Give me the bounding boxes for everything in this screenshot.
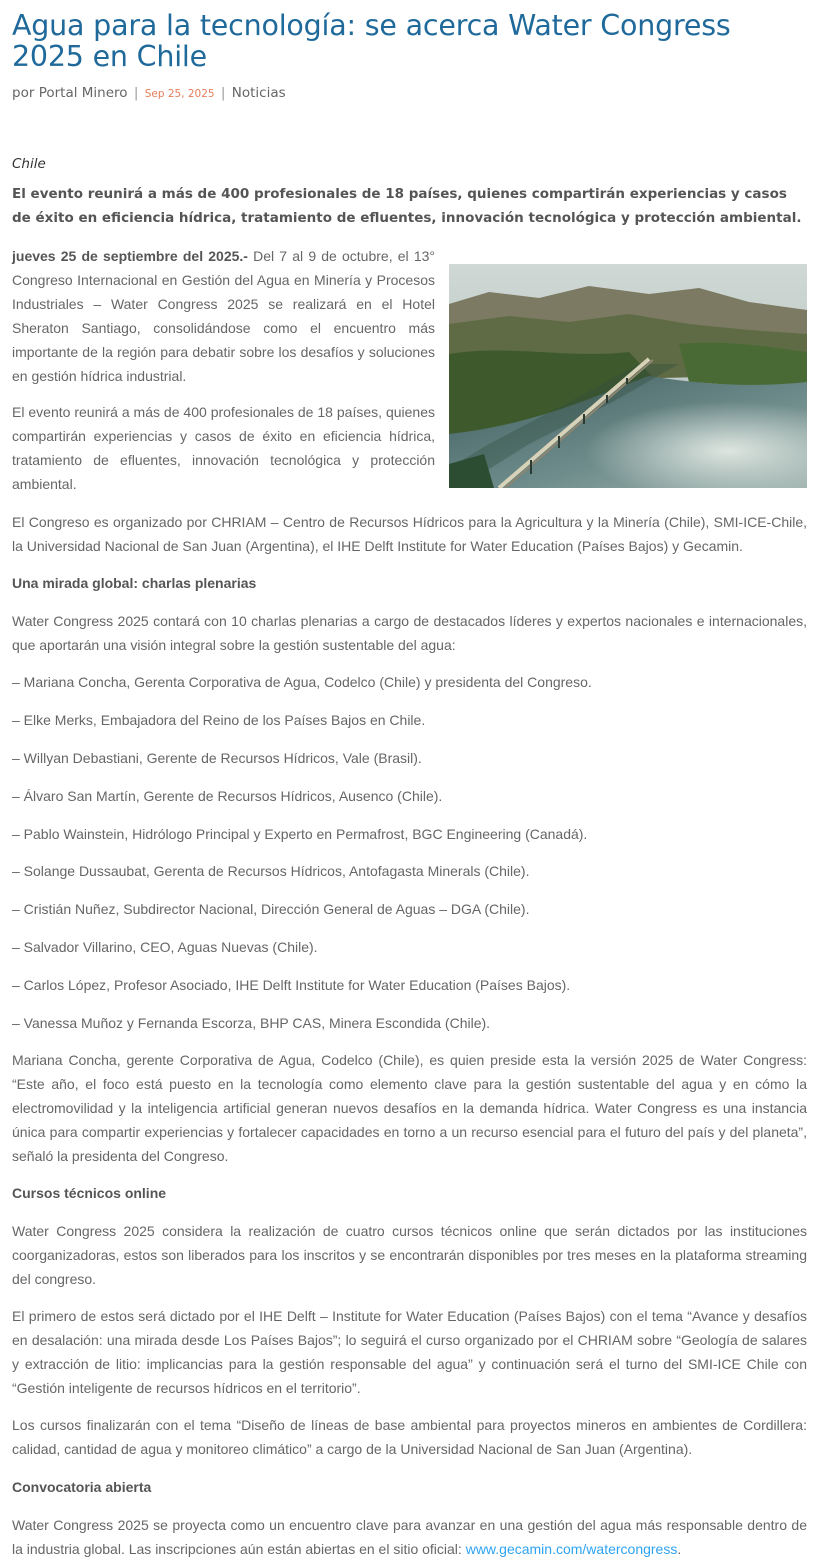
period: . xyxy=(677,1541,682,1557)
paragraph-5: Mariana Concha, gerente Corporativa de Agua, Codelco (Chile), es quien preside esta la versión 2025 de Water Congress: “Este año, el foco está puesto en la tecnología como elemento clave para la gestión sustentable del agua y en cómo la electromovilidad y la inteligencia artificial generan nuevos desafíos en la demanda hídrica. Water Congress es una instancia única para compartir experiencias y fortalecer capacidades en torno a un recurso esencial para el futuro del país y del planeta”, señaló la presidenta del Congreso. xyxy=(12,1052,807,1164)
intro-paragraph xyxy=(12,244,435,388)
speaker-item: – Salvador Villarino, CEO, Aguas Nuevas (Chile). xyxy=(12,939,318,955)
speaker-item: – Elke Merks, Embajadora del Reino de los Países Bajos en Chile. xyxy=(12,712,426,728)
section-heading-convocatoria: Convocatoria abierta xyxy=(12,1479,152,1495)
registration-link[interactable]: www.gecamin.com/watercongress xyxy=(465,1541,678,1557)
country-label: Chile xyxy=(12,156,46,172)
paragraph-8: Los cursos finalizarán con el tema “Diseño de líneas de base ambiental para proyectos mineros en ambientes de Cordillera: calidad, cantidad de agua y monitoreo climático” a cargo de la Universidad Nacional de San Juan (Argentina). xyxy=(12,1417,807,1457)
speaker-item: – Álvaro San Martín, Gerente de Recursos Hídricos, Ausenco (Chile). xyxy=(12,788,443,804)
meta-prefix: por xyxy=(12,85,35,101)
section-heading-cursos: Cursos técnicos online xyxy=(12,1185,167,1201)
paragraph-3: El Congreso es organizado por CHRIAM – Centro de Recursos Hídricos para la Agricultura y la Minería (Chile), SMI-ICE-Chile, la Universidad Nacional de San Juan (Argentina), el IHE Delft Institute for Water Education (Países Bajos) y Gecamin. xyxy=(12,514,807,554)
author-link[interactable]: Portal Minero xyxy=(38,85,128,101)
paragraph-4: Water Congress 2025 contará con 10 charlas plenarias a cargo de destacados líderes y expertos nacionales e internacionales, que aportarán una visión integral sobre la gestión sustentable del agua: xyxy=(12,613,807,653)
category-link[interactable]: Noticias xyxy=(231,85,286,101)
paragraph-9 xyxy=(12,1513,807,1561)
publish-date: Sep 25, 2025 xyxy=(144,88,215,100)
meta-separator-2: | xyxy=(220,85,226,101)
speaker-item: – Pablo Wainstein, Hidrólogo Principal y Experto en Permafrost, BGC Engineering (Canadá). xyxy=(12,826,588,842)
article-photo xyxy=(449,264,807,488)
article-meta xyxy=(12,85,286,101)
paragraph-2: El evento reunirá a más de 400 profesionales de 18 países, quienes compartirán experiencias y casos de éxito en eficiencia hídrica, tratamiento de efluentes, innovación tecnológica y protección ambiental. xyxy=(12,404,435,492)
meta-separator: | xyxy=(133,85,139,101)
paragraph-6: Water Congress 2025 considera la realización de cuatro cursos técnicos online que serán dictados por las instituciones coorganizadoras, estos son liberados para los inscritos y se encontrarán disponibles por tres meses en la plataforma streaming del congreso. xyxy=(12,1223,807,1287)
article-title: Agua para la tecnología: se acerca Water Congress 2025 en Chile xyxy=(12,9,731,73)
lead-paragraph: El evento reunirá a más de 400 profesionales de 18 países, quienes compartirán experiencias y casos de éxito en eficiencia hídrica, tratamiento de efluentes, innovación tecnológica y protección ambiental. xyxy=(12,186,802,226)
speaker-item: – Willyan Debastiani, Gerente de Recursos Hídricos, Vale (Brasil). xyxy=(12,750,422,766)
paragraph-9-text: Water Congress 2025 se proyecta como un encuentro clave para avanzar en una gestión del agua más responsable dentro de la industria global. Las inscripciones aún están abiertas en el sitio oficial: xyxy=(12,1517,807,1557)
intro-date: jueves 25 de septiembre del 2025.- xyxy=(12,248,248,264)
speaker-item: – Vanessa Muñoz y Fernanda Escorza, BHP CAS, Minera Escondida (Chile). xyxy=(12,1015,491,1031)
speaker-item: – Solange Dussaubat, Gerenta de Recursos Hídricos, Antofagasta Minerals (Chile). xyxy=(12,863,530,879)
section-heading-plenarias: Una mirada global: charlas plenarias xyxy=(12,575,257,591)
paragraph-7: El primero de estos será dictado por el IHE Delft – Institute for Water Education (Países Bajos) con el tema “Avance y desafíos en desalación: una mirada desde Los Países Bajos”; lo seguirá el curso organizado por el CHRIAM sobre “Geología de salares y extracción de litio: implicancias para la gestión responsable del agua” y continuación será el turno del SMI-ICE Chile con “Gestión inteligente de recursos hídricos en el territorio”. xyxy=(12,1308,807,1396)
speaker-item: – Mariana Concha, Gerenta Corporativa de Agua, Codelco (Chile) y presidenta del Congreso. xyxy=(12,674,592,690)
intro-text: Del 7 al 9 de octubre, el 13° Congreso Internacional en Gestión del Agua en Minería y Procesos Industriales – Water Congress 2025 se realizará en el Hotel Sheraton Santiago, consolidándose como el encuentro más importante de la región para debatir sobre los desafíos y soluciones en gestión hídrica industrial. xyxy=(12,248,435,384)
speaker-item: – Cristián Nuñez, Subdirector Nacional, Dirección General de Aguas – DGA (Chile). xyxy=(12,901,530,917)
speaker-item: – Carlos López, Profesor Asociado, IHE Delft Institute for Water Education (Países Bajos). xyxy=(12,977,571,993)
